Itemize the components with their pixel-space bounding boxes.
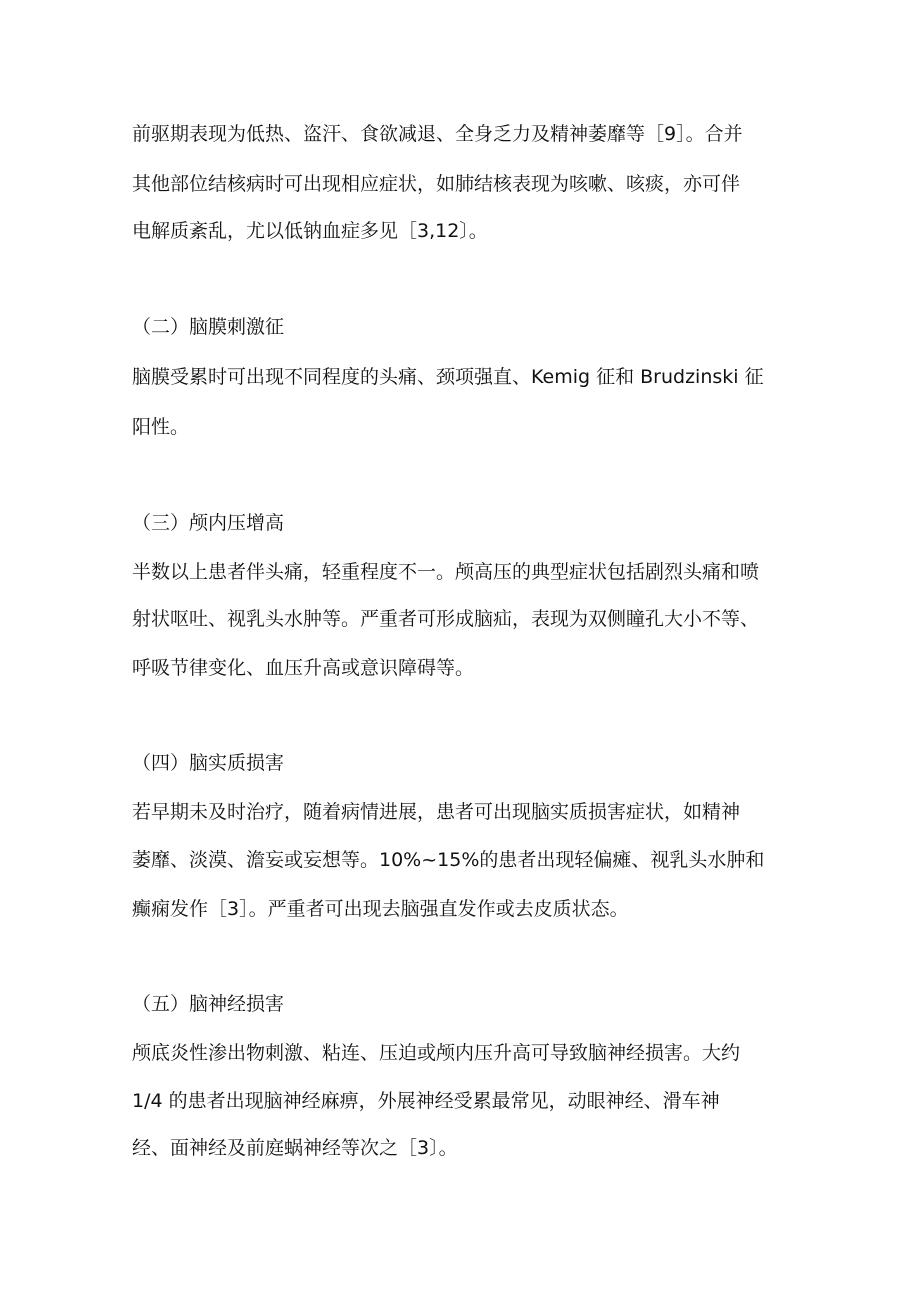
intro-line-2: 其他部位结核病时可出现相应症状，如肺结核表现为咳嗽、咳痰，亦可伴 bbox=[132, 173, 741, 195]
section4-line-1: 若早期未及时治疗，随着病情进展，患者可出现脑实质损害症状，如精神 bbox=[132, 801, 741, 823]
intro-line-1: 前驱期表现为低热、盗汗、食欲减退、全身乏力及精神萎靡等［9］。合并 bbox=[132, 123, 743, 145]
section5-line-1: 颅底炎性渗出物刺激、粘连、压迫或颅内压升高可导致脑神经损害。大约 bbox=[132, 1042, 741, 1064]
section2-line-1: 脑膜受累时可出现不同程度的头痛、颈项强直、Kemig 征和 Brudzinski 征 bbox=[132, 366, 764, 388]
section-heading-cranial-nerve-damage: （五）脑神经损害 bbox=[132, 993, 285, 1015]
section5-line-3: 经、面神经及前庭蜗神经等次之［3〕。 bbox=[132, 1137, 458, 1159]
section2-line-2: 阳性。 bbox=[132, 416, 190, 438]
section-heading-intracranial-pressure: （三）颅内压增高 bbox=[132, 512, 285, 534]
section-heading-parenchymal-damage: （四）脑实质损害 bbox=[132, 752, 285, 774]
section3-line-3: 呼吸节律变化、血压升高或意识障碍等。 bbox=[132, 657, 475, 679]
section5-line-2: 1/4 的患者出现脑神经麻痹，外展神经受累最常见，动眼神经、滑车神 bbox=[132, 1090, 720, 1112]
section4-line-2: 萎靡、淡漠、澹妄或妄想等。10%~15%的患者出现轻偏瘫、视乳头水肿和 bbox=[132, 849, 765, 871]
section-heading-meningeal-irritation: （二）脑膜刺激征 bbox=[132, 316, 285, 338]
intro-line-3: 电解质紊乱，尤以低钠血症多见［3,12〕。 bbox=[132, 220, 488, 242]
section4-line-3: 癫痫发作［3］。严重者可出现去脑强直发作或去皮质状态。 bbox=[132, 898, 629, 920]
section3-line-1: 半数以上患者伴头痛，轻重程度不一。颅高压的典型症状包括剧烈头痛和喷 bbox=[132, 561, 760, 583]
section3-line-2: 射状呕吐、视乳头水肿等。严重者可形成脑疝，表现为双侧瞳孔大小不等、 bbox=[132, 608, 760, 630]
